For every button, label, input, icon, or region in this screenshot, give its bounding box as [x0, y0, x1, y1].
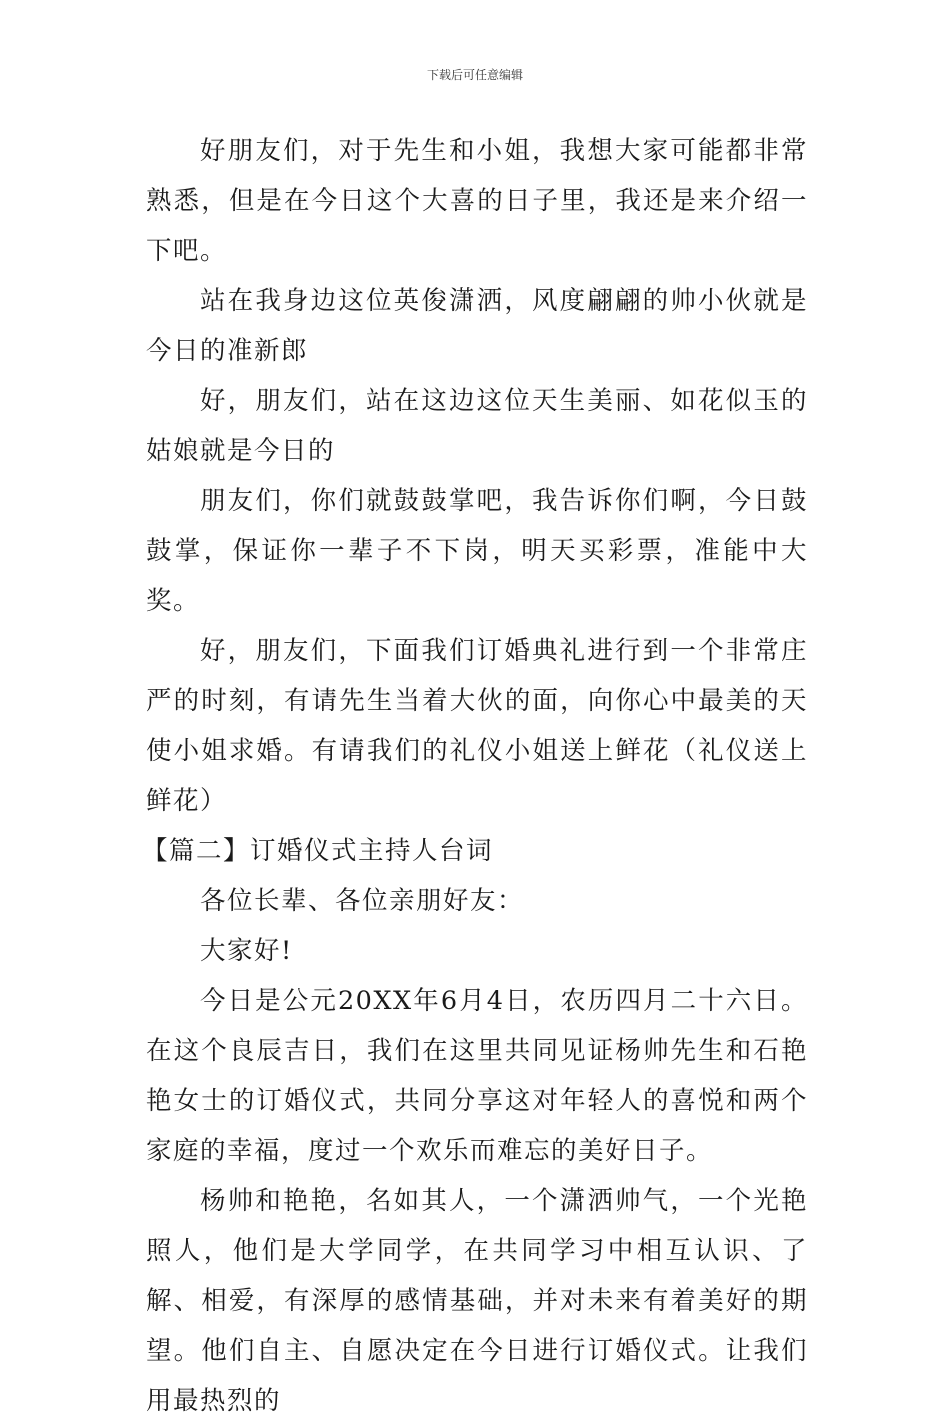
paragraph-date: 今日是公元20XX年6月4日，农历四月二十六日。在这个良辰吉日，我们在这里共同见证杨帅先生和石艳艳女士的订婚仪式，共同分享这对年轻人的喜悦和两个家庭的幸福，度过一个欢乐而难忘的美好日子。: [146, 986, 808, 1166]
greeting-line: 各位长辈、各位亲朋好友：: [200, 886, 525, 916]
paragraph-bride: 好，朋友们，站在这边这位天生美丽、如花似玉的姑娘就是今日的: [146, 386, 808, 466]
hello-line: 大家好!: [200, 936, 293, 966]
paragraph-groom: 站在我身边这位英俊潇洒，风度翩翩的帅小伙就是今日的准新郎: [146, 286, 808, 366]
paragraph-proposal: 好，朋友们，下面我们订婚典礼进行到一个非常庄严的时刻，有请先生当着大伙的面，向你心中最美的天使小姐求婚。有请我们的礼仪小姐送上鲜花（礼仪送上鲜花）: [146, 636, 808, 816]
paragraph-couple: 杨帅和艳艳，名如其人，一个潇洒帅气，一个光艳照人，他们是大学同学，在共同学习中相互认识、了解、相爱，有深厚的感情基础，并对未来有着美好的期望。他们自主、自愿决定在今日进行订婚仪式。让我们用最热烈的: [146, 1186, 808, 1416]
paragraph-intro: 好朋友们，对于先生和小姐，我想大家可能都非常熟悉，但是在今日这个大喜的日子里，我还是来介绍一下吧。: [146, 136, 808, 266]
section-heading: 【篇二】订婚仪式主持人台词: [142, 836, 494, 866]
page-header: 下载后可任意编辑: [426, 68, 523, 82]
document-body: [142, 126, 808, 1426]
paragraph-applause: 朋友们，你们就鼓鼓掌吧，我告诉你们啊，今日鼓鼓掌，保证你一辈子不下岗，明天买彩票，准能中大奖。: [146, 486, 808, 616]
